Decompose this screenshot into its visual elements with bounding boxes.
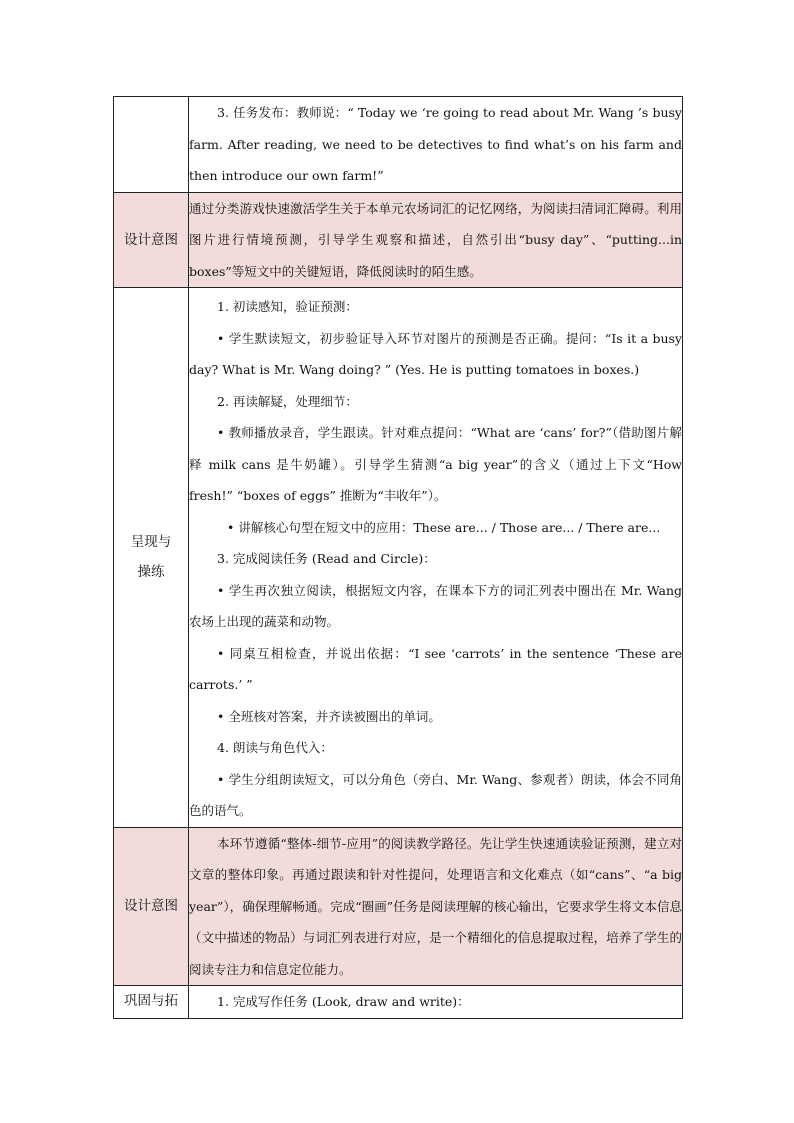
paragraph: 4. 朗读与角色代入： <box>217 740 333 755</box>
label-line: 操练 <box>137 564 165 581</box>
row-label-presentation-practice <box>114 288 189 828</box>
paragraph: 本环节遵循“整体-细节-应用”的阅读教学路径。先让学生快速通读验证预测，建立对文章的整体印象。再通过跟读和针对性提问，处理语言和文化难点（如“cans”、“a big year”），确保理解畅通。完成“圈画”任务是阅读理解的核心输出，它要求学生将文本信息（文中描述的物品）与词汇列表进行对应，是一个精细化的信息提取过程，培养了学生的阅读专注力和信息定位能力。 <box>189 835 682 977</box>
table-row <box>114 827 683 986</box>
bullet-paragraph: • 学生再次独立阅读，根据短文内容，在课本下方的词汇列表中圈出在 Mr. Wang 农场上出现的蔬菜和动物。 <box>189 582 682 629</box>
lesson-plan-table <box>113 96 683 1019</box>
row-content <box>189 192 683 288</box>
row-content <box>189 827 683 986</box>
table-row <box>114 288 683 828</box>
row-label-design-intent: 设计意图 <box>114 192 189 288</box>
bullet-paragraph: • 同桌互相检查，并说出依据：“I see ‘carrots’ in the sentence ‘These are carrots.’ ” <box>189 645 682 692</box>
table-row <box>114 986 683 1019</box>
row-content <box>189 97 683 193</box>
row-content <box>189 986 683 1019</box>
row-content <box>189 288 683 828</box>
row-label-consolidation: 巩固与拓 <box>114 986 189 1019</box>
paragraph: 1. 初读感知，验证预测： <box>217 299 358 314</box>
paragraph: 1. 完成写作任务 (Look, draw and write)： <box>217 994 470 1009</box>
bullet-paragraph: • 学生分组朗读短文，可以分角色（旁白、Mr. Wang、参观者）朗读，体会不同角色的语气。 <box>189 771 682 818</box>
label-line: 呈现与 <box>130 534 172 551</box>
row-label-design-intent: 设计意图 <box>114 827 189 986</box>
bullet-paragraph: • 教师播放录音，学生跟读。针对难点提问：“What are ‘cans’ for?”（借助图片解释 milk cans 是牛奶罐）。引导学生猜测“a big year”的含义（通过上下文“How fresh!” “boxes of eggs” 推断为“丰收年”）。 <box>189 425 682 503</box>
paragraph: 2. 再读解疑，处理细节： <box>217 393 358 409</box>
paragraph: 通过分类游戏快速激活学生关于本单元农场词汇的记忆网络，为阅读扫清词汇障碍。利用图片进行情境预测，引导学生观察和描述，自然引出“busy day”、“putting...in boxes”等短文中的关键短语，降低阅读时的陌生感。 <box>189 200 682 279</box>
bullet-paragraph: • 讲解核心句型在短文中的应用：These are... / Those are... / There are... <box>227 519 661 535</box>
bullet-paragraph: • 全班核对答案，并齐读被圈出的单词。 <box>217 708 441 724</box>
paragraph: 3. 完成阅读任务 (Read and Circle)： <box>217 551 436 566</box>
table-row <box>114 97 683 193</box>
bullet-paragraph: • 学生默读短文，初步验证导入环节对图片的预测是否正确。提问：“Is it a busy day? What is Mr. Wang doing? ” (Yes. He is putting tomatoes in boxes.) <box>189 330 682 377</box>
table-row <box>114 192 683 288</box>
row-label-empty <box>114 97 189 193</box>
paragraph: 3. 任务发布：教师说：“ Today we ‘re going to read about Mr. Wang ’s busy farm. After reading, we need to be detectives to find what’s on his farm and then introduce our own farm!” <box>189 105 682 183</box>
